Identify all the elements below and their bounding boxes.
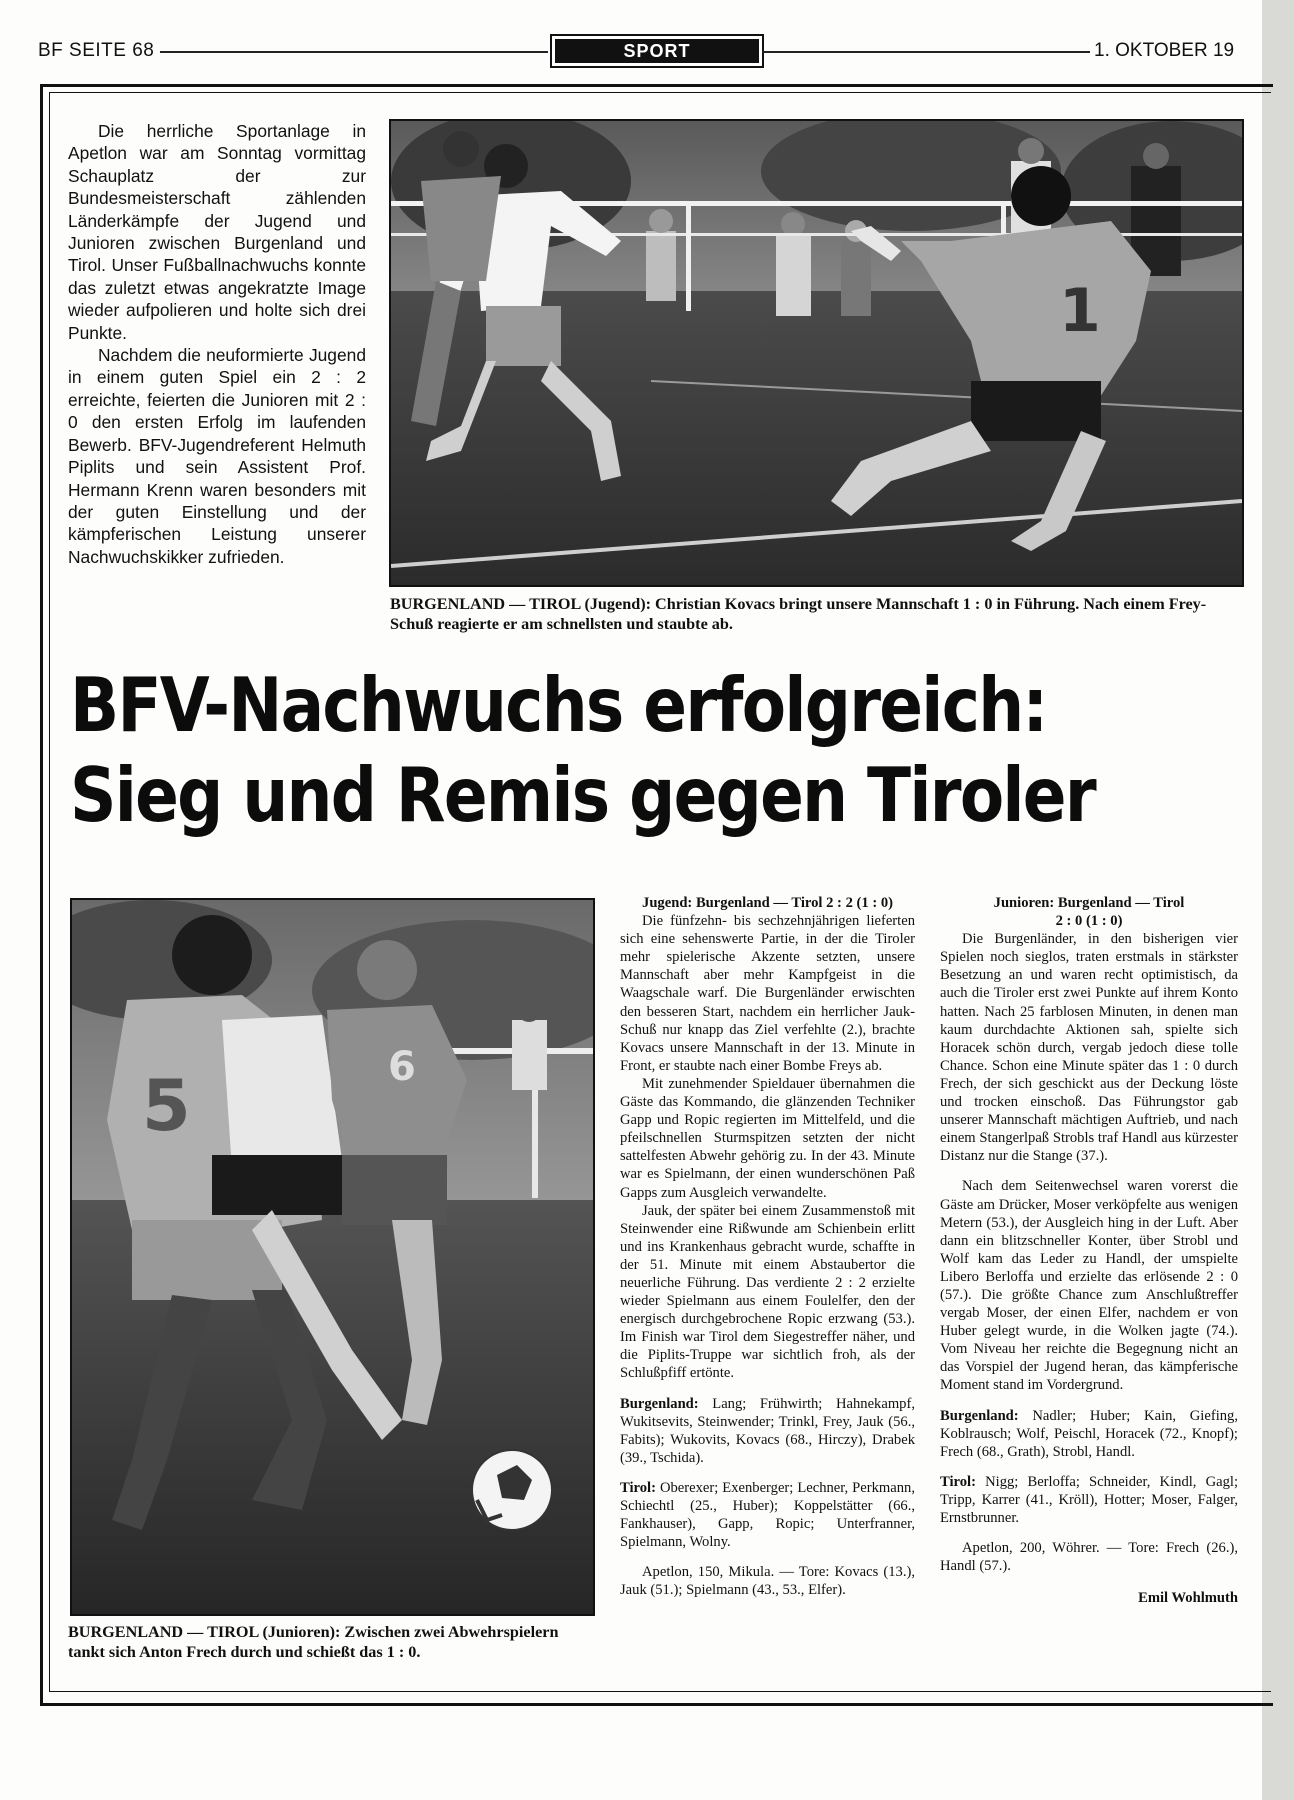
jersey-number: 1 (1059, 276, 1101, 346)
headline-line1: BFV-Nachwuchs erfolgreich: (70, 661, 1047, 749)
paragraph: Nach dem Seitenwechsel waren vorerst die Gäste am Drücker, Moser verköpfelte aus wenigen Metern (53.), der Ausgleich hing in der Luft. Aber dann ein blitzschneller Konter, über Strobl und Wolf kam das Leder zu Handl, der umspielte Libero Berloffa und erzielte das erlösende 2 : 0 (57.). Die größte Chance zum Anschlußtreffer vergab Moser, der einen Elfer, nachdem er von Huber gelegt wurde, in die Wolken jagte (74.). Vom Niveau her reichte die Begegnung nicht an das Vorspiel der Jugend heran, das kämpferische Moment stand im Vordergrund. (940, 1178, 1238, 1394)
photo-jugend (389, 119, 1244, 587)
photo-junioren-image (72, 900, 593, 1614)
header-rule-left (160, 51, 548, 53)
lineup-text: Lang; Frühwirth; Hahnekampf, Wukitsevits, Steinwender; Trinkl, Frey, Jauk (56., Fabits); Wukovits, Kovacs (68., Hirczy), Drabek (39., Tschida). (620, 1395, 915, 1466)
lineup-burgenland (940, 1407, 1238, 1461)
photo-jugend-caption: BURGENLAND — TIROL (Jugend): Christian Kovacs bringt unsere Mannschaft 1 : 0 in Führung. Nach einem Frey-Schuß reagierte er am schnellsten und staubte ab. (390, 595, 1207, 633)
intro-paragraph: Die herrliche Sportanlage in Apetlon war am Sonntag vormittag Schauplatz der zur Bundesmeisterschaft zählenden Länderkämpfe der Jugend und Junioren zwischen Burgenland und Tirol. Unser Fußballnachwuchs konnte das zuletzt etwas angekratzte Image wieder aufpolieren und holte sich drei Punkte. (68, 121, 366, 343)
lineup-burgenland (620, 1395, 915, 1467)
match-summary: Apetlon, 200, Wöhrer. — Tore: Frech (26.), Handl (57.). (940, 1540, 1238, 1575)
paragraph: Jauk, der später bei einem Zusammenstoß mit Steinwender eine Rißwunde am Schienbein erlitt und ins Krankenhaus gebracht wurde, schaffte in der 51. Minute mit einem Abstaubertor die neuerliche Führung. Das verdiente 2 : 2 erzielte wieder Spielmann aus einem Foulelfer, den der energisch durchgebrochene Ropic erzwang (53.). Im Finish war Tirol dem Siegestreffer näher, und die Piplits-Truppe war sichtlich froh, als der Schlußpfiff ertönte. (620, 1202, 915, 1382)
lineup-text: Nigg; Berloffa; Schneider, Kindl, Gagl; Tripp, Karrer (41., Kröll), Hotter; Moser, Falger, Ernstbrunner. (940, 1473, 1238, 1526)
lineup-label: Tirol: (940, 1473, 976, 1490)
photo-junioren-caption: BURGENLAND — TIROL (Junioren): Zwischen zwei Abwehrspielern tankt sich Anton Frech durch und schießt das 1 : 0. (68, 1623, 559, 1661)
intro-text (68, 120, 366, 568)
report-jugend (620, 894, 915, 1599)
issue-date: 1. OKTOBER 19 (1094, 40, 1235, 61)
match-summary: Apetlon, 150, Mikula. — Tore: Kovacs (13.), Jauk (51.); Spielmann (43., 53., Elfer). (620, 1564, 915, 1599)
report-junioren-heading: Junioren: Burgenland — Tirol (993, 895, 1185, 911)
photo-jugend-image (391, 121, 1242, 585)
headline-line2: Sieg und Remis gegen Tiroler (70, 751, 1095, 839)
intro-paragraph: Nachdem die neuformierte Jugend in einem guten Spiel ein 2 : 2 erreichte, feierten die Junioren mit 2 : 0 den ersten Erfolg im laufenden Bewerb. BFV-Jugendreferent Helmuth Piplits und sein Assistent Prof. Hermann Krenn waren besonders mit der guten Einstellung und der kämpferischen Leistung unserer Nachwuchskikker zufrieden. (68, 345, 366, 567)
report-junioren (940, 894, 1238, 1607)
report-jugend-heading: Jugend: Burgenland — Tirol 2 : 2 (1 : 0) (642, 895, 893, 911)
jersey-number: 6 (388, 1044, 416, 1090)
lineup-label: Burgenland: (620, 1395, 699, 1412)
lineup-label: Tirol: (620, 1479, 656, 1496)
author-byline: Emil Wohlmuth (1138, 1590, 1238, 1607)
lineup-tirol (940, 1473, 1238, 1527)
headline (70, 660, 1102, 840)
report-junioren-score: 2 : 0 (1 : 0) (1055, 913, 1123, 930)
header-rule-right (762, 51, 1090, 53)
jersey-number: 5 (142, 1065, 191, 1147)
lineup-text: Nadler; Huber; Kain, Giefing, Koblrausch; Wolf, Peischl, Horacek (72., Knopf); Frech (68., Grath), Strobl, Handl. (940, 1407, 1238, 1460)
lineup-text: Oberexer; Exenberger; Lechner, Perkmann, Schiechtl (25., Huber); Koppelstätter (66., Fankhauser), Gapp, Ropic; Unterfranner, Spielmann, Wolny. (620, 1479, 915, 1551)
page-number: BF SEITE 68 (38, 40, 155, 61)
paragraph: Die Burgenländer, in den bisherigen vier Spielen noch sieglos, traten erstmals in stärkster Besetzung an und waren recht optimistisch, da auch die Tiroler erst zwei Punkte auf ihrem Konto hatten. Nach 25 farblosen Minuten, in denen man kaum durchdachte Aktionen sah, spielte sich Horacek schön durch, vergab jedoch diese tolle Chance. Schon eine Minute später das 1 : 0 durch Frech, der sich geschickt aus der Deckung löste und trocken einschoß. Das Führungstor gab unserer Mannschaft mächtigen Auftrieb, und nach einem Stangerlpaß Strobls traf Handl aus kürzester Distanz nur die Stange (37.). (940, 931, 1238, 1165)
photo-junioren (70, 898, 595, 1616)
paragraph: Mit zunehmender Spieldauer übernahmen die Gäste das Kommando, die glänzenden Techniker Gapp und Ropic regierten im Mittelfeld, und die pfeilschnellen Sturmspitzen setzten der nicht sattelfesten Abwehr gehörig zu. In der 43. Minute war es Spielmann, der einen wunderschönen Paß Gapps zum Ausgleich verwandelte. (620, 1075, 915, 1201)
section-label (550, 34, 764, 68)
lineup-label: Burgenland: (940, 1407, 1019, 1424)
lineup-tirol (620, 1479, 915, 1551)
section-title: SPORT (623, 41, 691, 61)
paragraph: Die fünfzehn- bis sechzehnjährigen lieferten sich eine sehenswerte Partie, in der die Tiroler mehr spielerische Akzente setzten, unsere Mannschaft aber mehr Kampfgeist in die Waagschale warf. Die Burgenländer erwischten den besseren Start, nachdem ein herrlicher Jauk-Schuß nur knapp das Ziel verfehlte (2.), brachte Kovacs unsere Mannschaft in der 13. Minute in Front, er staubte nach einer Bombe Freys ab. (620, 913, 915, 1074)
